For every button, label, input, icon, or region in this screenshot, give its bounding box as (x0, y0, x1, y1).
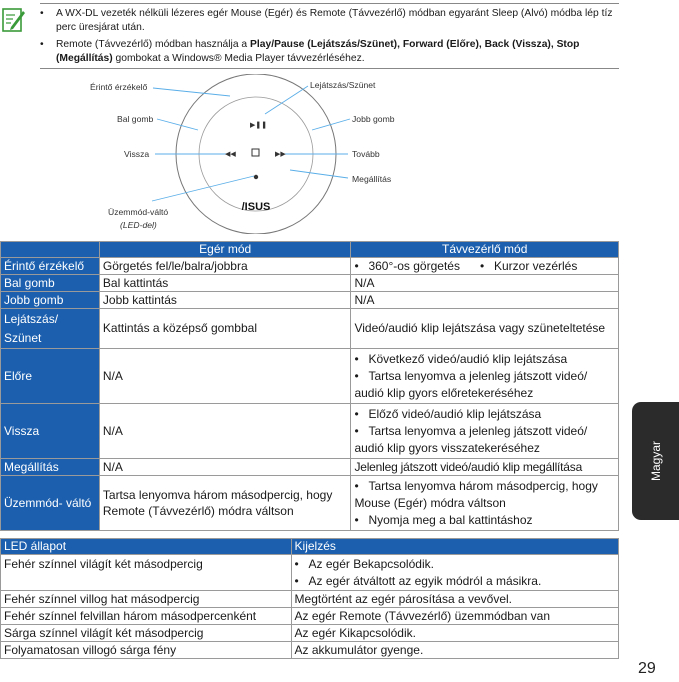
table-row (1, 349, 619, 404)
remote-mode-cell: N/A (351, 275, 619, 292)
table-header-cell (1, 242, 100, 258)
button-functions-table (0, 241, 619, 531)
note-bold-text: Play/Pause (Lejátszás/Szünet), Forward (Előre), Back (Vissza), Stop (Megállítás) (56, 39, 580, 64)
fast-forward-icon: ▶▶ (275, 150, 286, 158)
table-header-cell: Kijelzés (291, 539, 618, 555)
label-play-pause: Lejátszás/Szünet (310, 80, 376, 90)
label-led: (LED-del) (120, 220, 157, 230)
table-row (1, 309, 619, 349)
row-label: Megállítás (1, 459, 100, 476)
table-header-row (1, 242, 619, 258)
table-row (1, 625, 619, 642)
table-header-cell: LED állapot (1, 539, 292, 555)
led-display-cell: Az akkumulátor gyenge. (291, 642, 618, 659)
row-label: Lejátszás/ Szünet (1, 309, 100, 349)
led-display-cell: • Az egér Bekapcsolódik. • Az egér átváltott az egyik módról a másikra. (291, 555, 618, 591)
table-header-cell: Egér mód (99, 242, 351, 258)
note-text: gombokat a Windows® Media Player távvezérléséhez. (112, 53, 365, 64)
table-row (1, 591, 619, 608)
table-row (1, 258, 619, 275)
stop-dot-icon (254, 175, 258, 179)
remote-mode-cell: Jelenleg játszott videó/audió klip megállítása (351, 459, 619, 476)
mouse-mode-cell: Görgetés fel/le/balra/jobbra (99, 258, 351, 275)
table-row (1, 404, 619, 459)
row-label: Vissza (1, 404, 100, 459)
table-row (1, 459, 619, 476)
row-label: Üzemmód- váltó (1, 476, 100, 531)
note-bullet: • (40, 39, 44, 50)
remote-mode-cell: • Tartsa lenyomva három másodpercig, hogy Mouse (Egér) módra váltson • Nyomja meg a bal kattintáshoz (351, 476, 619, 531)
table-header-row (1, 539, 619, 555)
remote-mode-cell: N/A (351, 292, 619, 309)
top-rule (40, 3, 619, 4)
rewind-icon: ◀◀ (225, 150, 236, 158)
label-right-button: Jobb gomb (352, 114, 395, 124)
label-left-button: Bal gomb (117, 114, 154, 124)
label-touch-sensor: Érintő érzékelő (90, 82, 148, 92)
language-tab (632, 402, 679, 520)
row-label: Érintő érzékelő (1, 258, 100, 275)
table-row (1, 608, 619, 625)
led-display-cell: Megtörtént az egér párosítása a vevővel. (291, 591, 618, 608)
remote-mode-cell: • Következő videó/audió klip lejátszása • Tartsa lenyomva a jelenleg játszott videó/ audió klip gyors előretekeréséhez (351, 349, 619, 404)
table-row (1, 275, 619, 292)
mouse-mode-cell: Kattintás a középső gombbal (99, 309, 351, 349)
table-header-cell: Távvezérlő mód (351, 242, 619, 258)
led-state-cell: Fehér színnel világít két másodpercig (1, 555, 292, 591)
row-label: Előre (1, 349, 100, 404)
mouse-mode-cell: N/A (99, 459, 351, 476)
asus-logo: /ISUS (241, 201, 271, 213)
mouse-mode-cell: Tartsa lenyomva három másodpercig, hogy Remote (Távvezérlő) módra váltson (99, 476, 351, 531)
note-text: A WX-DL vezeték nélküli lézeres egér Mouse (Egér) és Remote (Távvezérlő) módban egyaránt Sleep (Alvó) módba lép tíz perc üresjárat után. (56, 8, 613, 33)
table-row (1, 476, 619, 531)
notes-bottom-rule (40, 68, 619, 69)
led-state-cell: Folyamatosan villogó sárga fény (1, 642, 292, 659)
mouse-mode-cell: N/A (99, 404, 351, 459)
page-number: 29 (638, 660, 656, 677)
note-bullet: • (40, 8, 44, 19)
note-text: Remote (Távvezérlő) módban használja a (56, 39, 251, 50)
remote-mode-cell: Videó/audió klip lejátszása vagy szüneteltetése (351, 309, 619, 349)
mouse-diagram (60, 74, 500, 234)
row-label: Jobb gomb (1, 292, 100, 309)
label-stop: Megállítás (352, 174, 392, 184)
remote-mode-cell: • Előző videó/audió klip lejátszása • Tartsa lenyomva a jelenleg játszott videó/ audió klip gyors visszatekeréséhez (351, 404, 619, 459)
table-row (1, 642, 619, 659)
led-state-cell: Fehér színnel felvillan három másodpercenként (1, 608, 292, 625)
row-label: Bal gomb (1, 275, 100, 292)
table-row (1, 292, 619, 309)
table-row (1, 555, 619, 591)
led-display-cell: Az egér Kikapcsolódik. (291, 625, 618, 642)
led-display-cell: Az egér Remote (Távvezérlő) üzemmódban van (291, 608, 618, 625)
label-mode-switch: Üzemmód-váltó (108, 207, 169, 217)
notes-section (40, 7, 618, 69)
led-state-cell: Sárga színnel világít két másodpercig (1, 625, 292, 642)
remote-mode-cell: • 360°-os görgetés • Kurzor vezérlés (351, 258, 619, 275)
note-item (40, 38, 618, 66)
language-tab-label: Magyar (648, 440, 663, 482)
mouse-mode-cell: N/A (99, 349, 351, 404)
led-status-table (0, 538, 619, 659)
play-pause-icon: ▶❚❚ (250, 121, 268, 129)
note-item (40, 7, 618, 35)
led-state-cell: Fehér színnel villog hat másodpercig (1, 591, 292, 608)
mouse-mode-cell: Jobb kattintás (99, 292, 351, 309)
label-forward: Tovább (352, 149, 380, 159)
label-back: Vissza (124, 149, 150, 159)
note-pencil-icon (2, 6, 26, 34)
mouse-mode-cell: Bal kattintás (99, 275, 351, 292)
